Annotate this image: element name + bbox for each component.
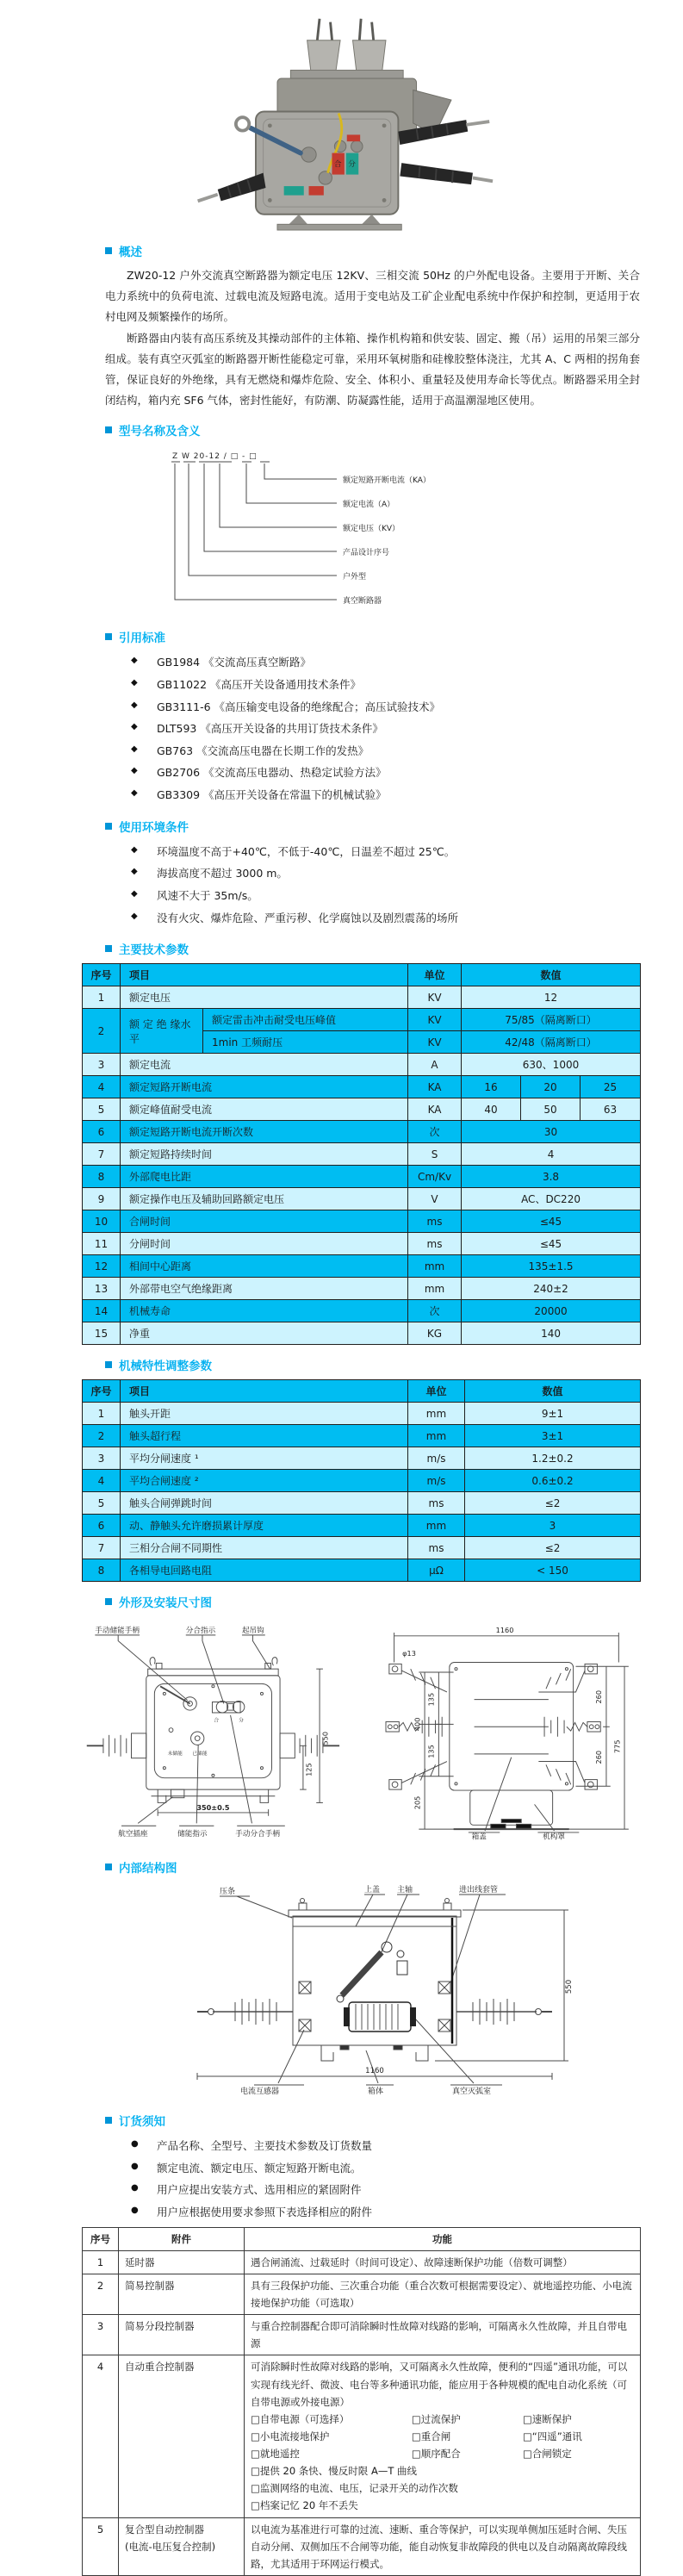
param-no: 7	[83, 1537, 121, 1559]
param-group: 额 定 绝 缘水平	[121, 1009, 203, 1054]
standard-item: ◆ GB11022 《高压开关设备通用技术条件》	[131, 674, 640, 696]
param-value: 3.8	[462, 1166, 641, 1188]
option-line: □监测网络的电流、电压，记录开关的动作次数	[251, 2482, 458, 2495]
ordering-item: ● 用户应提出安装方式、选用相应的紧固附件	[131, 2179, 640, 2201]
param-value: 12	[462, 986, 641, 1009]
section-title-model: 型号名称及含义	[119, 425, 201, 439]
param-value: < 150	[465, 1559, 641, 1582]
col-function: 功能	[245, 2227, 641, 2250]
accessory-function: 具有三段保护功能、三次重合功能（重合次数可根据需要设定）、就地遥控功能、小电流接地保护功能（可选取）	[245, 2274, 641, 2314]
section-title-internal: 内部结构图	[119, 1862, 177, 1876]
param-item: 额定雷击冲击耐受电压峰值	[203, 1009, 408, 1031]
side-dim-775: 775	[612, 1739, 622, 1754]
param-no: 15	[83, 1322, 121, 1345]
overview-paragraph-2: 断路器由内装有高压系统及其操动部件的主体箱、操作机构箱和供安装、固定、搬（吊）运用的吊架三部分组成。装有真空灭弧室的断路器开断性能稳定可靠，采用环氧树脂和硅橡胶整体浇注，尤其 A、C 两相的拐角套管，保证良好的外绝缘，具有无燃烧和爆炸危险、安全、体积小、重量轻及使用寿命长等优点。断路器采用全封闭结构，箱内充 SF6 气体，密封性能好，有防潮、防凝露性能，适用于高温潮湿地区使用。	[105, 332, 640, 407]
front-label-lifting-hook: 起吊钩	[241, 1627, 264, 1636]
internal-structure-drawing	[82, 1882, 640, 2097]
param-value: 20000	[462, 1300, 641, 1322]
param-item: 额定短路开断电流开断次数	[121, 1121, 408, 1143]
front-label-charge-indicator: 储能指示	[177, 1829, 208, 1839]
param-value: ≤45	[462, 1233, 641, 1255]
front-leader-lines	[95, 1635, 284, 1826]
param-item: 外部爬电比距	[121, 1166, 408, 1188]
internal-label-pressing-strip: 压条	[220, 1888, 236, 1897]
col-accessory: 附件	[119, 2227, 245, 2250]
side-view-body	[450, 1663, 574, 1830]
param-value: 25	[581, 1076, 641, 1098]
option-line: □档案记忆 20 年不丢失	[251, 2499, 358, 2512]
param-value: 75/85（隔离断口）	[462, 1009, 641, 1031]
col-no: 序号	[83, 964, 121, 986]
model-label-0: 额定短路开断电流（KA）	[343, 476, 431, 486]
table-row	[83, 1403, 641, 1425]
option-checkbox: □顺序配合	[411, 2448, 461, 2460]
param-unit: mm	[408, 1425, 465, 1447]
param-value: AC、DC220	[462, 1188, 641, 1210]
internal-dim-1160: 1160	[365, 2067, 384, 2076]
table-row	[83, 1515, 641, 1537]
front-dimension-lines	[158, 1669, 323, 1816]
param-value: 4	[462, 1143, 641, 1166]
accessories-table	[82, 2227, 641, 2576]
document-content	[82, 242, 640, 2576]
environment-list	[82, 841, 640, 930]
section-heading-model	[105, 421, 640, 439]
environment-item: ◆ 风速不大于 35m/s。	[131, 885, 640, 907]
param-unit: mm	[408, 1278, 462, 1300]
front-label-manual-switch-handle: 手动分合手柄	[235, 1829, 280, 1839]
option-row	[251, 2428, 634, 2445]
param-unit: mm	[408, 1403, 465, 1425]
front-view-body	[146, 1658, 280, 1803]
param-unit: Cm/Kv	[408, 1166, 462, 1188]
section-bullet-icon	[105, 1598, 112, 1605]
param-no: 5	[83, 1492, 121, 1515]
section-title-ordering: 订货须知	[119, 2115, 165, 2130]
section-heading-standards	[105, 628, 640, 645]
table-row	[83, 1492, 641, 1515]
option-checkbox: □自带电源（可选择）	[251, 2412, 350, 2425]
side-dim-135a: 135	[426, 1692, 436, 1707]
param-unit: KA	[408, 1076, 462, 1098]
param-no: 6	[83, 1121, 121, 1143]
param-unit: mm	[408, 1255, 462, 1278]
col-unit: 单位	[408, 1380, 465, 1403]
accessory-name: 简易控制器	[119, 2274, 245, 2314]
accessory-function	[245, 2355, 641, 2517]
standard-item: ◆ GB1984 《交流高压真空断路》	[131, 651, 640, 674]
param-unit: KV	[408, 1009, 462, 1031]
accessory-no: 3	[83, 2315, 119, 2355]
param-item: 额定电流	[121, 1054, 408, 1076]
model-label-2: 额定电压（KV）	[343, 525, 400, 534]
section-title-mech-params: 机械特性调整参数	[119, 1360, 212, 1374]
param-item: 触头开距	[121, 1403, 408, 1425]
product-photo-area	[0, 0, 683, 231]
table-row	[83, 2315, 641, 2355]
section-heading-mech-params	[105, 1356, 640, 1373]
overview-paragraph-1: ZW20-12 户外交流真空断路器为额定电压 12KV、三相交流 50Hz 的户外配电设备。主要用于开断、关合电力系统中的负荷电流、过载电流及短路电流。适用于变电站及工矿企业配电系统中作保护和控制，更适用于农村电网及频繁操作的场所。	[105, 269, 640, 323]
ordering-item: ● 用户应根据使用要求参照下表选择相应的附件	[131, 2201, 640, 2224]
param-no: 10	[83, 1210, 121, 1233]
section-bullet-icon	[105, 426, 112, 433]
table-header-row	[83, 964, 641, 986]
table-row	[83, 1121, 641, 1143]
option-checkbox: □就地遥控	[251, 2448, 300, 2460]
table-header-row	[83, 2227, 641, 2250]
front-dim-350: 350±0.5	[196, 1803, 230, 1813]
front-dim-125: 125	[304, 1763, 314, 1776]
param-no: 8	[83, 1166, 121, 1188]
section-heading-internal	[105, 1858, 640, 1876]
accessory-function-intro: 可消除瞬时性故障对线路的影响，又可隔离永久性故障，便利的“四遥”通讯功能，可以实现有线光纤、微波、电台等多种通讯功能，能应用于各种规模的配电自动化系统（可自带电源或外接电源）	[251, 2361, 628, 2408]
param-no: 2	[83, 1425, 121, 1447]
param-item: 1min 工频耐压	[203, 1031, 408, 1054]
param-value: 9±1	[465, 1403, 641, 1425]
table-row	[83, 1210, 641, 1233]
internal-body	[289, 1899, 461, 2062]
accessory-name	[119, 2517, 245, 2575]
internal-label-top-cover: 上盖	[364, 1886, 381, 1895]
model-label-1: 额定电流（A）	[343, 501, 395, 510]
table-row	[83, 1537, 641, 1559]
table-row	[83, 2250, 641, 2274]
param-unit: KV	[408, 1031, 462, 1054]
param-no: 11	[83, 1233, 121, 1255]
option-checkbox: □小电流接地保护	[251, 2430, 330, 2442]
photo-base	[276, 215, 400, 230]
col-no: 序号	[83, 1380, 121, 1403]
param-value: ≤2	[465, 1492, 641, 1515]
side-dim-135b: 135	[426, 1745, 436, 1758]
param-item: 各相导电回路电阻	[121, 1559, 408, 1582]
section-title-outline: 外形及安装尺寸图	[119, 1596, 212, 1611]
model-label-5: 真空断路器	[343, 597, 382, 607]
table-row	[83, 2274, 641, 2314]
param-value: 30	[462, 1121, 641, 1143]
param-unit: KG	[408, 1322, 462, 1345]
accessory-name: 延时器	[119, 2250, 245, 2274]
accessory-name: 简易分段控制器	[119, 2315, 245, 2355]
side-dim-400: 400	[413, 1717, 422, 1732]
param-unit: V	[408, 1188, 462, 1210]
option-checkbox: □重合闸	[411, 2430, 451, 2442]
param-no: 14	[83, 1300, 121, 1322]
param-unit: ms	[408, 1233, 462, 1255]
param-unit: 次	[408, 1300, 462, 1322]
section-heading-main-params	[105, 940, 640, 957]
standard-item: ◆ GB3111-6 《高压输变电设备的绝缘配合；高压试验技术》	[131, 696, 640, 719]
option-row	[251, 2445, 634, 2462]
ordering-item: ● 额定电流、额定电压、额定短路开断电流。	[131, 2157, 640, 2180]
param-item: 触头合闸弹跳时间	[121, 1492, 408, 1515]
front-inner-open: 分	[239, 1718, 244, 1724]
internal-bushings	[197, 1982, 552, 2032]
param-value: 1.2±0.2	[465, 1447, 641, 1470]
environment-item: ◆ 海拔高度不超过 3000 m。	[131, 862, 640, 885]
internal-dimension-lines	[197, 1910, 568, 2080]
param-unit: m/s	[408, 1470, 465, 1492]
section-heading-outline	[105, 1593, 640, 1610]
section-bullet-icon	[105, 945, 112, 952]
table-row	[83, 2517, 641, 2575]
param-unit: KV	[408, 986, 462, 1009]
param-item: 平均合闸速度 ²	[121, 1470, 408, 1492]
internal-label-current-transformer: 电流互感器	[240, 2088, 280, 2097]
param-item: 动、静触头允许磨损累计厚度	[121, 1515, 408, 1537]
accessory-function: 遇合闸涌流、过载延时（时间可设定）、故障速断保护功能（倍数可调整）	[245, 2250, 641, 2274]
table-header-row	[83, 1380, 641, 1403]
table-row	[83, 1143, 641, 1166]
option-checkbox: □合闸锁定	[522, 2448, 572, 2460]
param-item: 合闸时间	[121, 1210, 408, 1233]
param-unit: mm	[408, 1515, 465, 1537]
section-bullet-icon	[105, 1864, 112, 1870]
front-inner-close: 合	[214, 1718, 220, 1724]
param-no: 6	[83, 1515, 121, 1537]
side-leader-lines	[469, 1758, 579, 1832]
col-unit: 单位	[408, 964, 462, 986]
param-item: 机械寿命	[121, 1300, 408, 1322]
param-value: 140	[462, 1322, 641, 1345]
outline-drawings	[82, 1616, 640, 1847]
environment-item: ◆ 环境温度不高于+40℃，不低于-40℃，日温差不超过 25℃。	[131, 841, 640, 863]
param-item: 额定峰值耐受电流	[121, 1098, 408, 1121]
param-value: 50	[521, 1098, 581, 1121]
table-row	[83, 1425, 641, 1447]
col-item: 项目	[121, 964, 408, 986]
param-item: 额定操作电压及辅助回路额定电压	[121, 1188, 408, 1210]
param-no: 1	[83, 986, 121, 1009]
front-label-open-close-indicator: 分合指示	[185, 1627, 216, 1636]
table-row	[83, 1559, 641, 1582]
table-row	[83, 1076, 641, 1098]
param-value: ≤45	[462, 1210, 641, 1233]
side-dim-1160: 1160	[495, 1626, 514, 1635]
param-no: 9	[83, 1188, 121, 1210]
front-inner-charged: 已储能	[192, 1751, 208, 1757]
option-line: □提供 20 条快、慢反时限 A—T 曲线	[251, 2465, 418, 2478]
table-row	[83, 1054, 641, 1076]
param-item: 相间中心距离	[121, 1255, 408, 1278]
accessory-name-line1: 复合型自动控制器	[125, 2523, 204, 2536]
param-unit: S	[408, 1143, 462, 1166]
param-unit: μΩ	[408, 1559, 465, 1582]
accessory-name: 自动重合控制器	[119, 2355, 245, 2517]
table-row	[83, 1098, 641, 1121]
param-no: 12	[83, 1255, 121, 1278]
section-bullet-icon	[105, 1361, 112, 1368]
accessory-no: 1	[83, 2250, 119, 2274]
param-no: 4	[83, 1470, 121, 1492]
model-label-3: 产品设计序号	[343, 549, 390, 558]
param-value: 42/48（隔离断口）	[462, 1031, 641, 1054]
internal-label-bushing-inlet: 进出线套管	[459, 1886, 499, 1895]
param-item: 触头超行程	[121, 1425, 408, 1447]
section-bullet-icon	[105, 823, 112, 830]
param-value: 3	[465, 1515, 641, 1537]
model-meaning-diagram	[82, 445, 640, 613]
side-dim-205: 205	[413, 1795, 422, 1810]
param-value: 40	[462, 1098, 521, 1121]
internal-leader-lines	[220, 1895, 506, 2085]
param-value: 3±1	[465, 1425, 641, 1447]
environment-item: ◆ 没有火灾、爆炸危险、严重污秽、化学腐蚀以及剧烈震荡的场所	[131, 907, 640, 930]
table-row	[83, 1166, 641, 1188]
photo-top-rods	[307, 19, 385, 75]
col-no: 序号	[83, 2227, 119, 2250]
table-row	[83, 1188, 641, 1210]
table-row	[83, 1322, 641, 1345]
section-title-main-params: 主要技术参数	[119, 943, 189, 958]
front-view-drawing	[82, 1616, 346, 1847]
side-label-box-cover: 箱盖	[471, 1832, 487, 1842]
col-value: 数值	[462, 964, 641, 986]
side-view-drawing	[346, 1616, 640, 1847]
param-value: 16	[462, 1076, 521, 1098]
section-title-standards: 引用标准	[119, 632, 165, 646]
section-title-overview: 概述	[119, 246, 142, 259]
internal-label-box-body: 箱体	[368, 2088, 384, 2097]
side-dim-hole: φ13	[401, 1648, 416, 1658]
param-no: 13	[83, 1278, 121, 1300]
section-title-environment: 使用环境条件	[119, 820, 189, 835]
table-row	[83, 1447, 641, 1470]
param-item: 外部带电空气绝缘距离	[121, 1278, 408, 1300]
param-value: 240±2	[462, 1278, 641, 1300]
accessory-no: 4	[83, 2355, 119, 2517]
accessory-no: 5	[83, 2517, 119, 2575]
accessory-function: 以电流为基准进行可靠的过流、速断、重合等保护，可以实现单侧加压延时合闸、失压自动分闸、双侧加压不合闸等功能，能自动恢复非故障段的供电以及自动隔离故障段线路，尤其适用于环网运行模式。	[245, 2517, 641, 2575]
side-label-mechanism-cover: 机构罩	[542, 1832, 565, 1842]
param-no: 3	[83, 1054, 121, 1076]
internal-dim-550: 550	[565, 1980, 574, 1994]
param-item: 额定电压	[121, 986, 408, 1009]
option-row	[251, 2411, 634, 2428]
param-value: 20	[521, 1076, 581, 1098]
model-connector-lines	[175, 464, 337, 600]
param-value: ≤2	[465, 1537, 641, 1559]
param-item: 净重	[121, 1322, 408, 1345]
param-item: 额定短路开断电流	[121, 1076, 408, 1098]
table-row	[83, 1470, 641, 1492]
front-label-manual-charge-handle: 手动储能手柄	[95, 1627, 140, 1636]
param-item: 三相分合闸不同期性	[121, 1537, 408, 1559]
param-unit: m/s	[408, 1447, 465, 1470]
accessory-no: 2	[83, 2274, 119, 2314]
table-row	[83, 1300, 641, 1322]
section-bullet-icon	[105, 2117, 112, 2124]
sticker-open: 分	[347, 159, 356, 169]
param-no: 7	[83, 1143, 121, 1166]
table-row	[83, 1278, 641, 1300]
model-code: Z W 20-12 / □ - □	[172, 452, 258, 462]
side-dim-260a: 260	[593, 1690, 603, 1704]
standard-item: ◆ GB763 《交流高压电器在长期工作的发热》	[131, 740, 640, 762]
param-item: 额定短路持续时间	[121, 1143, 408, 1166]
param-no: 4	[83, 1076, 121, 1098]
side-dim-260b: 260	[593, 1751, 603, 1764]
param-no: 2	[83, 1009, 121, 1054]
table-row	[83, 986, 641, 1009]
standard-item: ◆ DLT593 《高压开关设备的共用订货技术条件》	[131, 718, 640, 740]
param-unit: ms	[408, 1492, 465, 1515]
section-heading-overview	[105, 242, 640, 259]
param-unit: KA	[408, 1098, 462, 1121]
param-value: 63	[581, 1098, 641, 1121]
model-labels	[343, 475, 431, 606]
param-unit: A	[408, 1054, 462, 1076]
accessory-name-line2: (电流-电压复合控制)	[125, 2540, 216, 2553]
internal-label-main-shaft: 主轴	[397, 1886, 413, 1895]
ordering-list	[82, 2135, 640, 2224]
table-row	[83, 1255, 641, 1278]
internal-mechanism	[337, 1942, 416, 2032]
internal-label-vacuum-interrupter: 真空灭弧室	[452, 2088, 492, 2097]
ordering-item: ● 产品名称、全型号、主要技术参数及订货数量	[131, 2135, 640, 2157]
table-row	[83, 1233, 641, 1255]
section-bullet-icon	[105, 633, 112, 640]
option-checkbox: □“四遥”通讯	[522, 2430, 582, 2442]
param-no: 5	[83, 1098, 121, 1121]
model-label-4: 户外型	[343, 573, 367, 582]
param-item: 分闸时间	[121, 1233, 408, 1255]
col-value: 数值	[465, 1380, 641, 1403]
front-label-aviation-socket: 航空插座	[118, 1829, 148, 1839]
standard-item: ◆ GB2706 《交流高压电器动、热稳定试验方法》	[131, 762, 640, 784]
option-checkbox: □过流保护	[411, 2412, 461, 2425]
param-value: 0.6±0.2	[465, 1470, 641, 1492]
param-unit: 次	[408, 1121, 462, 1143]
param-no: 3	[83, 1447, 121, 1470]
sticker-close: 合	[333, 159, 342, 169]
section-bullet-icon	[105, 247, 112, 254]
param-no: 8	[83, 1559, 121, 1582]
param-no: 1	[83, 1403, 121, 1425]
param-item: 平均分闸速度 ¹	[121, 1447, 408, 1470]
param-unit: ms	[408, 1537, 465, 1559]
front-dim-550: 550	[320, 1732, 330, 1745]
param-value: 135±1.5	[462, 1255, 641, 1278]
param-value: 630、1000	[462, 1054, 641, 1076]
option-checkbox: □速断保护	[522, 2412, 572, 2425]
col-item: 项目	[121, 1380, 408, 1403]
main-params-table	[82, 963, 641, 1345]
accessory-function: 与重合控制器配合即可消除瞬时性故障对线路的影响，可隔离永久性故障，并且自带电源	[245, 2315, 641, 2355]
section-heading-ordering	[105, 2112, 640, 2129]
product-photo	[178, 14, 506, 231]
mech-params-table	[82, 1379, 641, 1582]
table-row	[83, 1009, 641, 1031]
standards-list	[82, 651, 640, 806]
front-inner-uncharged: 未储能	[167, 1751, 183, 1757]
section-heading-environment	[105, 818, 640, 835]
standard-item: ◆ GB3309 《高压开关设备在常温下的机械试验》	[131, 784, 640, 806]
table-row	[83, 2355, 641, 2517]
param-unit: ms	[408, 1210, 462, 1233]
